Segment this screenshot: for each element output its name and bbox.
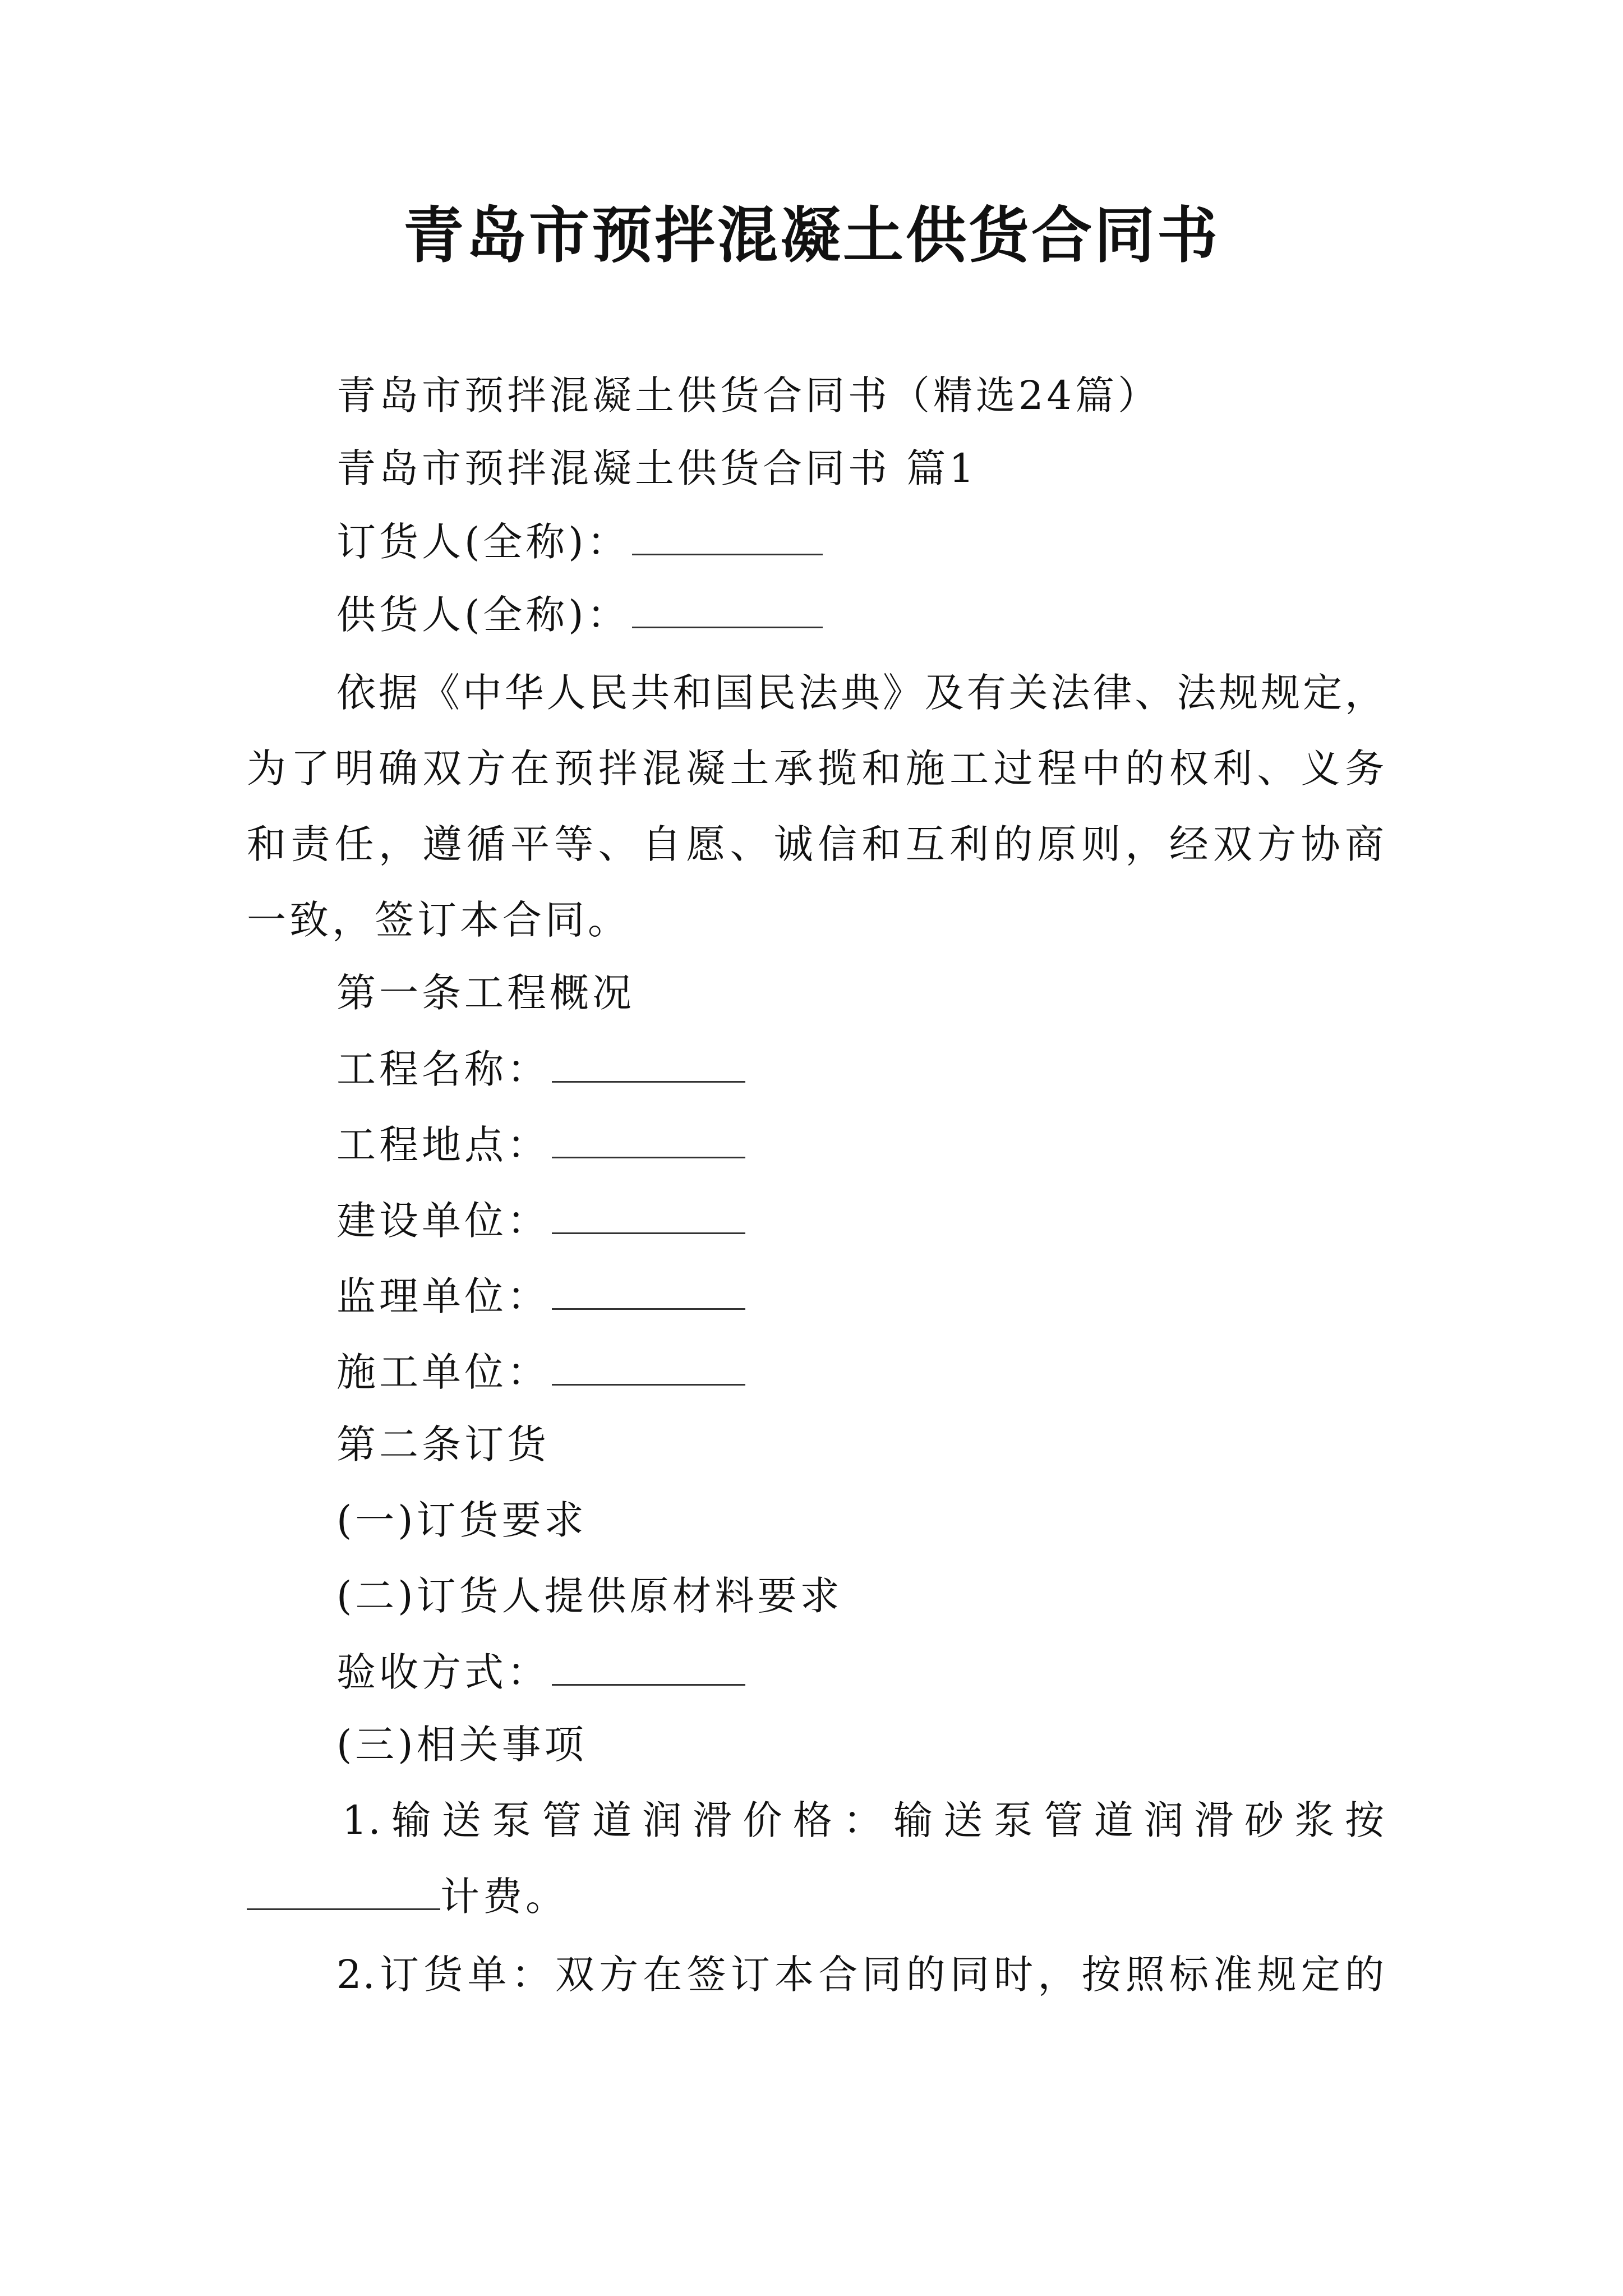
supervision-unit-label: 监理单位：	[336, 1273, 550, 1319]
project-name-label: 工程名称：	[336, 1046, 550, 1092]
project-name-line	[336, 1041, 745, 1097]
contractor-unit-label: 施工单位：	[336, 1349, 550, 1395]
document-title: 青岛市预拌混凝土供货合同书	[403, 200, 1220, 271]
order-requirements: (一)订货要求	[336, 1497, 587, 1543]
project-name-blank	[552, 1041, 745, 1083]
pump-price-line-2	[247, 1868, 568, 1925]
construction-unit-blank	[552, 1192, 745, 1234]
document-subtitle: 青岛市预拌混凝土供货合同书（精选24篇）	[336, 372, 1161, 418]
supplier-label: 供货人(全称)：	[336, 592, 630, 638]
supplier-blank	[632, 586, 823, 628]
project-location-label: 工程地点：	[336, 1122, 550, 1168]
supplier-line	[336, 586, 823, 643]
preamble-line-4: 一致，签订本合同。	[247, 897, 630, 943]
orderer-label: 订货人(全称)：	[336, 519, 630, 565]
pump-price-suffix: 计费。	[440, 1874, 568, 1920]
contractor-unit-line	[336, 1343, 745, 1400]
contractor-unit-blank	[552, 1343, 745, 1386]
article2-heading: 第二条订货	[336, 1421, 550, 1467]
article1-heading: 第一条工程概况	[336, 970, 635, 1016]
related-matters: (三)相关事项	[336, 1722, 587, 1768]
preamble-line-1: 依据《中华人民共和国民法典》及有关法律、法规规定，	[336, 670, 1385, 716]
project-location-blank	[552, 1116, 745, 1158]
supervision-unit-blank	[552, 1268, 745, 1310]
preamble-line-3: 和责任，遵循平等、自愿、诚信和互利的原则，经双方协商	[247, 821, 1385, 867]
pump-price-blank	[247, 1868, 440, 1910]
acceptance-blank	[552, 1644, 745, 1686]
acceptance-line	[336, 1644, 745, 1700]
supervision-unit-line	[336, 1268, 745, 1324]
orderer-blank	[632, 513, 823, 555]
project-location-line	[336, 1116, 745, 1173]
construction-unit-line	[336, 1192, 745, 1249]
materials-requirements: (二)订货人提供原材料要求	[336, 1573, 843, 1619]
chapter-heading: 青岛市预拌混凝土供货合同书 篇1	[336, 445, 978, 491]
acceptance-label: 验收方式：	[336, 1649, 550, 1695]
orderer-line	[336, 513, 823, 570]
order-form-line-1: 2.订货单：双方在签订本合同的同时，按照标准规定的	[336, 1952, 1385, 1998]
construction-unit-label: 建设单位：	[336, 1198, 550, 1244]
preamble-line-2: 为了明确双方在预拌混凝土承揽和施工过程中的权利、义务	[247, 746, 1385, 792]
pump-price-line-1: 1.输送泵管道润滑价格：输送泵管道润滑砂浆按	[342, 1797, 1385, 1843]
